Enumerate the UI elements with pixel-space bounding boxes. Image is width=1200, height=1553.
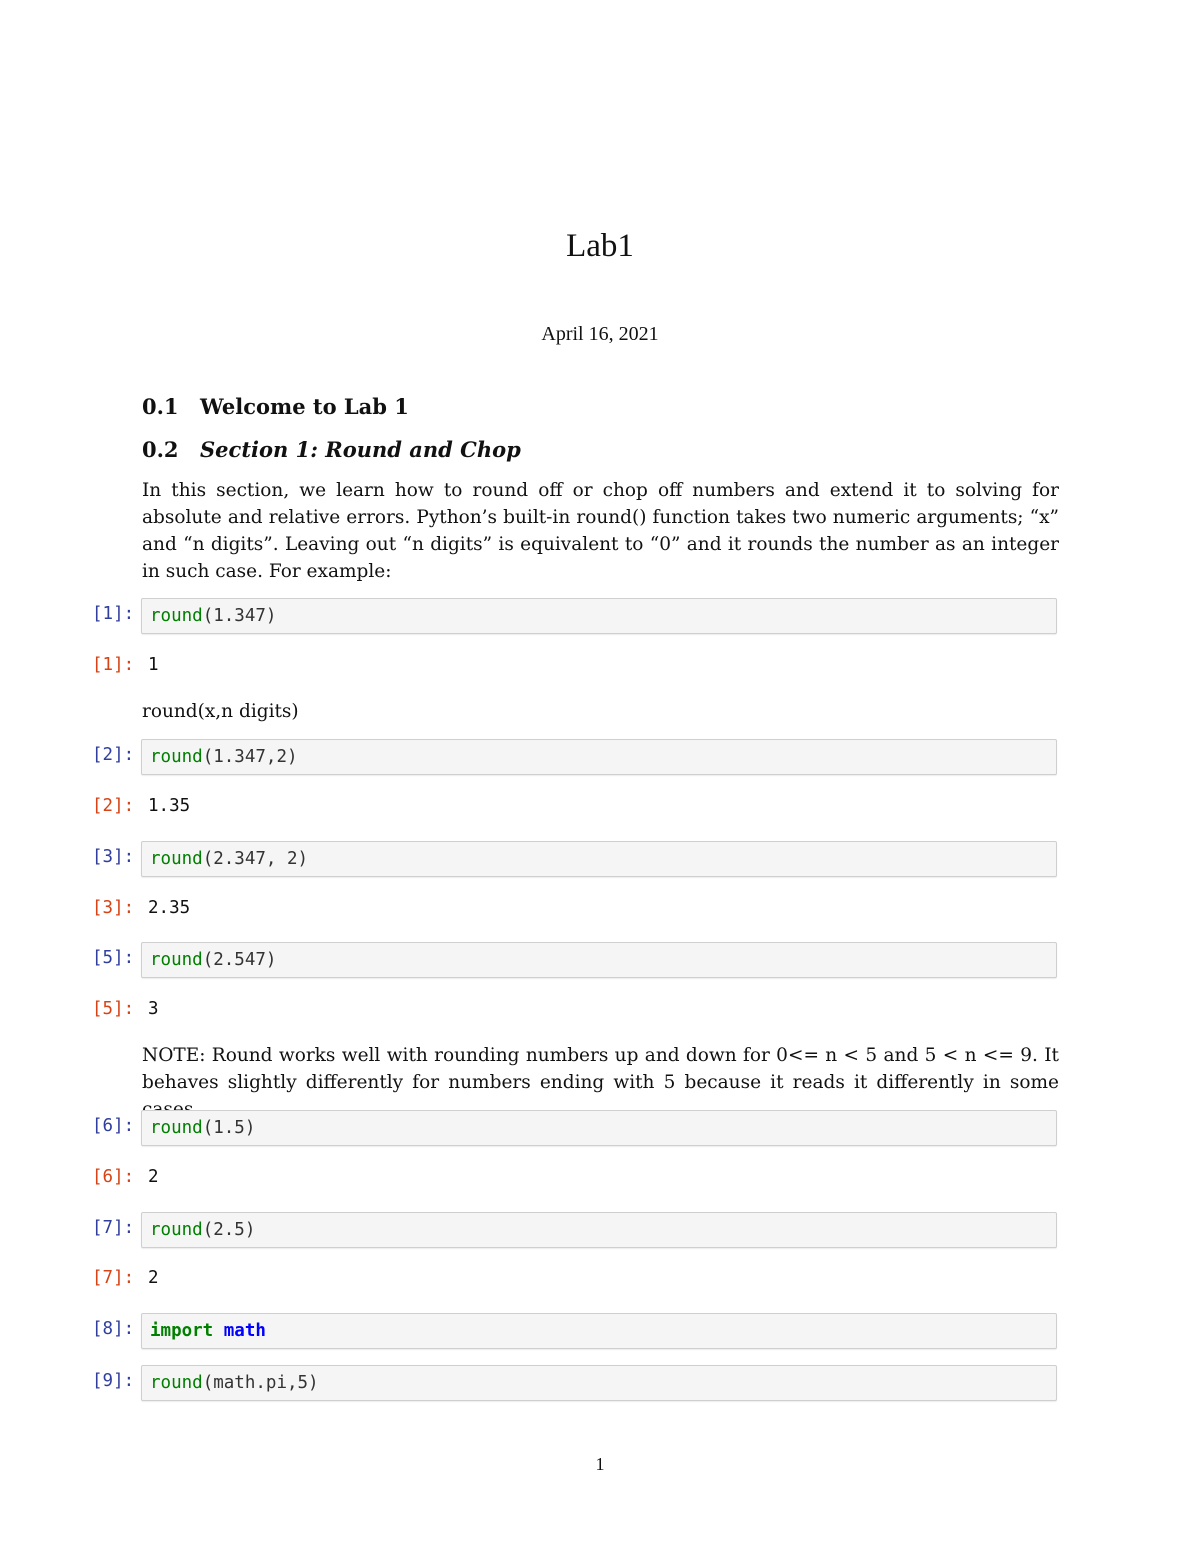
- output-prompt: [1]:: [92, 655, 135, 675]
- page-number: 1: [595, 1454, 605, 1474]
- module-name: math: [223, 1321, 266, 1341]
- input-prompt: [5]:: [92, 948, 135, 968]
- syntax-paragraph: round(x,n digits): [142, 701, 299, 722]
- builtin-function: round: [150, 747, 203, 767]
- cell-output: 1.35: [148, 796, 191, 816]
- builtin-function: round: [150, 606, 203, 626]
- builtin-function: round: [150, 1220, 203, 1240]
- section-heading-round-chop: [142, 437, 521, 462]
- input-prompt: [9]:: [92, 1371, 135, 1391]
- import-keyword: import: [150, 1321, 214, 1341]
- code-args: (2.5): [202, 1220, 256, 1240]
- builtin-function: round: [150, 1373, 203, 1393]
- code-line: [150, 1321, 266, 1341]
- code-args: (1.347): [202, 606, 277, 626]
- output-prompt: [5]:: [92, 999, 135, 1019]
- cell-output: 3: [148, 999, 159, 1019]
- output-prompt: [6]:: [92, 1167, 135, 1187]
- input-prompt: [1]:: [92, 604, 135, 624]
- code-cell[interactable]: [141, 739, 1057, 775]
- builtin-function: round: [150, 849, 203, 869]
- code-line: [150, 950, 276, 970]
- document-date: April 16, 2021: [541, 323, 659, 345]
- code-cell[interactable]: [141, 1365, 1057, 1401]
- input-prompt: [2]:: [92, 745, 135, 765]
- code-args: (math.pi,5): [202, 1373, 319, 1393]
- code-cell[interactable]: [141, 1313, 1057, 1349]
- builtin-function: round: [150, 950, 203, 970]
- input-prompt: [3]:: [92, 847, 135, 867]
- code-line: [150, 849, 308, 869]
- input-prompt: [7]:: [92, 1218, 135, 1238]
- code-args: (1.347,2): [202, 747, 298, 767]
- note-paragraph: NOTE: Round works well with rounding numbers up and down for 0<= n < 5 and 5 < n <= 9. It behaves slightly differently for numbers ending with 5 because it reads it differently in some: [142, 1045, 1059, 1093]
- cell-output: 2.35: [148, 898, 191, 918]
- code-line: [150, 606, 276, 626]
- code-line: [150, 747, 298, 767]
- output-prompt: [7]:: [92, 1268, 135, 1288]
- code-cell[interactable]: [141, 1212, 1057, 1248]
- output-prompt: [3]:: [92, 898, 135, 918]
- section-title: Section 1: Round and Chop: [200, 437, 521, 462]
- code-args: (1.5): [202, 1118, 256, 1138]
- input-prompt: [6]:: [92, 1116, 135, 1136]
- code-cell[interactable]: [141, 942, 1057, 978]
- section-number: 0.1: [142, 394, 179, 419]
- cell-output: 2: [148, 1268, 159, 1288]
- input-prompt: [8]:: [92, 1319, 135, 1339]
- builtin-function: round: [150, 1118, 203, 1138]
- code-cell[interactable]: [141, 841, 1057, 877]
- code-args: (2.347, 2): [202, 849, 309, 869]
- cell-output: 2: [148, 1167, 159, 1187]
- section-heading-welcome: [142, 394, 409, 419]
- code-line: [150, 1373, 319, 1393]
- cell-output: 1: [148, 655, 159, 675]
- intro-paragraph: In this section, we learn how to round off or chop off numbers and extend it to solving for absolute and relative errors. Python’s built-in round() function takes two numeric arguments; “x” and “n digits”. Leaving out “n digits” is equivalent to “0” and it rounds the number as an integer in such case. For example:: [142, 480, 1059, 582]
- document-title: Lab1: [566, 228, 634, 264]
- output-prompt: [2]:: [92, 796, 135, 816]
- code-line: [150, 1220, 255, 1240]
- code-cell[interactable]: [141, 598, 1057, 634]
- code-cell[interactable]: [141, 1110, 1057, 1146]
- code-args: (2.547): [202, 950, 277, 970]
- section-number: 0.2: [142, 437, 179, 462]
- code-line: [150, 1118, 255, 1138]
- section-title: Welcome to Lab 1: [200, 394, 409, 419]
